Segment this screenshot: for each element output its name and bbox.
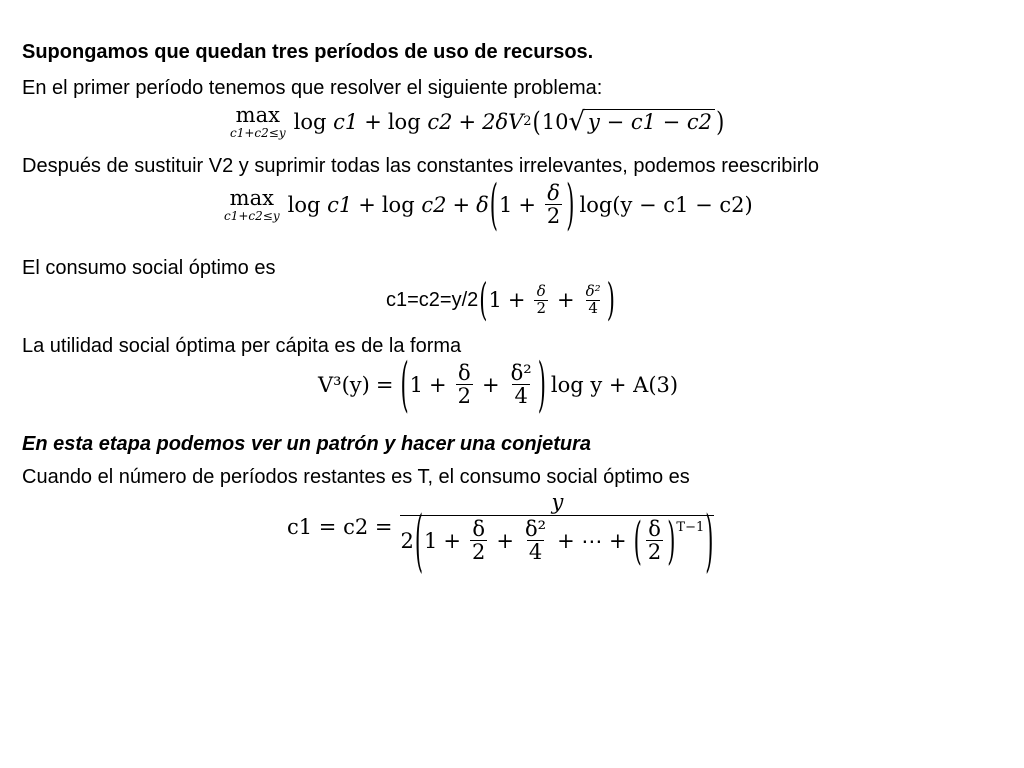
log-term: log [381, 192, 415, 217]
right-paren: ) [716, 105, 725, 138]
equation-2 [224, 173, 753, 236]
fraction-numerator: δ² [510, 361, 532, 385]
left-paren: ( [479, 275, 488, 326]
constant-one: 1 [409, 372, 424, 397]
fraction-denominator: 2 [472, 540, 486, 565]
var-c2: c2 [427, 109, 453, 134]
fraction-denominator: 2 [546, 204, 561, 229]
left-paren: ( [400, 350, 409, 419]
max-label: max [235, 103, 280, 127]
equation-4 [318, 350, 679, 419]
fraction-denominator: 4 [588, 298, 598, 317]
fraction-denominator: 2 [457, 384, 472, 409]
fraction-numerator: δ² [525, 517, 547, 542]
plus-sign: + [452, 192, 471, 217]
text-line-substitute: Después de sustituir V2 y suprimir todas las constantes irrelevantes, podemos reescribirlo [22, 155, 820, 177]
right-paren: ) [705, 502, 714, 580]
fraction-delta-over-2 [456, 362, 473, 407]
radicand: y − c1 − c2 [585, 109, 715, 135]
equation-lhs: V³(y) [318, 372, 370, 397]
superscript: 2 [523, 114, 532, 129]
fraction-delta-over-2 [646, 518, 663, 563]
plus-sign: + [496, 528, 515, 553]
right-paren: ) [537, 350, 546, 419]
fraction-numerator: δ [536, 282, 546, 300]
text-line-utility: La utilidad social óptima per cápita es de la forma [22, 335, 462, 357]
max-operator [230, 103, 286, 140]
plus-sign: + [364, 109, 382, 134]
constant-one: 1 [488, 288, 502, 313]
plus-sign: + [458, 109, 477, 134]
fraction-delta-over-2 [470, 518, 487, 563]
left-paren: ( [414, 502, 424, 580]
text-line-consumption: El consumo social óptimo es [22, 257, 276, 279]
right-paren: ) [566, 173, 575, 236]
max-subscript: c1+c2≤y [224, 209, 280, 224]
log-term: log y + A(3) [550, 372, 679, 397]
delta-symbol: δ [476, 192, 489, 217]
constant-one: 1 [498, 192, 513, 217]
fraction-numerator: δ [472, 517, 486, 542]
var-c2: c2 [421, 192, 447, 217]
plus-sign: + [507, 288, 526, 313]
fraction-denominator: 4 [528, 540, 543, 565]
equals-sign: = [375, 372, 394, 397]
conjecture-heading: En esta etapa podemos ver un patrón y hacer una conjetura [22, 433, 592, 455]
log-term: log [293, 109, 327, 134]
equation-lhs: c1=c2=y/2 [386, 288, 479, 311]
log-term: log(y − c1 − c2) [579, 192, 753, 217]
fraction-denominator: 2 [536, 298, 547, 317]
fraction-delta2-over-4 [523, 518, 548, 563]
equation-lhs: c1 = c2 = [287, 514, 393, 539]
fraction-delta-over-2 [534, 284, 548, 317]
fraction-numerator: y [551, 490, 564, 514]
plus-sign: + [358, 192, 376, 217]
var-c1: c1 [327, 192, 353, 217]
inner-right-paren: ) [667, 511, 676, 570]
equation-3 [386, 275, 616, 326]
fraction-numerator: δ [458, 361, 471, 385]
max-operator [224, 186, 280, 223]
left-paren: ( [489, 173, 498, 236]
radical-icon: √ [568, 106, 586, 137]
heading-line: Supongamos que quedan tres períodos de uso de recursos. [22, 41, 594, 63]
fraction-delta-over-2 [545, 182, 562, 227]
ellipsis-sum: + ⋯ + [557, 528, 627, 553]
square-root [568, 106, 715, 137]
fraction-numerator: δ [648, 517, 661, 542]
fraction-numerator: δ² [585, 282, 601, 300]
fraction-numerator: δ [547, 181, 560, 205]
fraction-delta2-over-4 [509, 362, 534, 407]
plus-sign: + [557, 288, 575, 313]
coefficient: 2δV [482, 109, 524, 134]
fraction-denominator [400, 502, 714, 580]
var-c1: c1 [333, 109, 359, 134]
max-label: max [229, 186, 274, 211]
text-line-problem: En el primer período tenemos que resolver el siguiente problema: [22, 77, 603, 99]
text-line-general: Cuando el número de períodos restantes es T, el consumo social óptimo es [22, 466, 690, 488]
fraction-denominator: 2 [647, 540, 662, 565]
constant-one: 1 [424, 528, 438, 553]
right-paren: ) [606, 275, 615, 326]
plus-sign: + [482, 372, 500, 397]
constant-ten: 10 [541, 109, 569, 134]
left-paren: ( [532, 105, 541, 138]
plus-sign: + [443, 528, 462, 553]
max-subscript: c1+c2≤y [230, 126, 286, 140]
plus-sign: + [518, 192, 536, 217]
general-fraction [400, 490, 714, 580]
plus-sign: + [429, 372, 447, 397]
equation-1 [230, 103, 725, 140]
equation-5 [287, 490, 714, 580]
inner-left-paren: ( [633, 511, 642, 570]
exponent: T−1 [676, 520, 705, 536]
log-term: log [287, 192, 321, 217]
log-term: log [387, 109, 421, 134]
fraction-denominator: 4 [514, 384, 528, 409]
fraction-delta2-over-4 [584, 284, 603, 317]
constant-two: 2 [400, 528, 414, 553]
